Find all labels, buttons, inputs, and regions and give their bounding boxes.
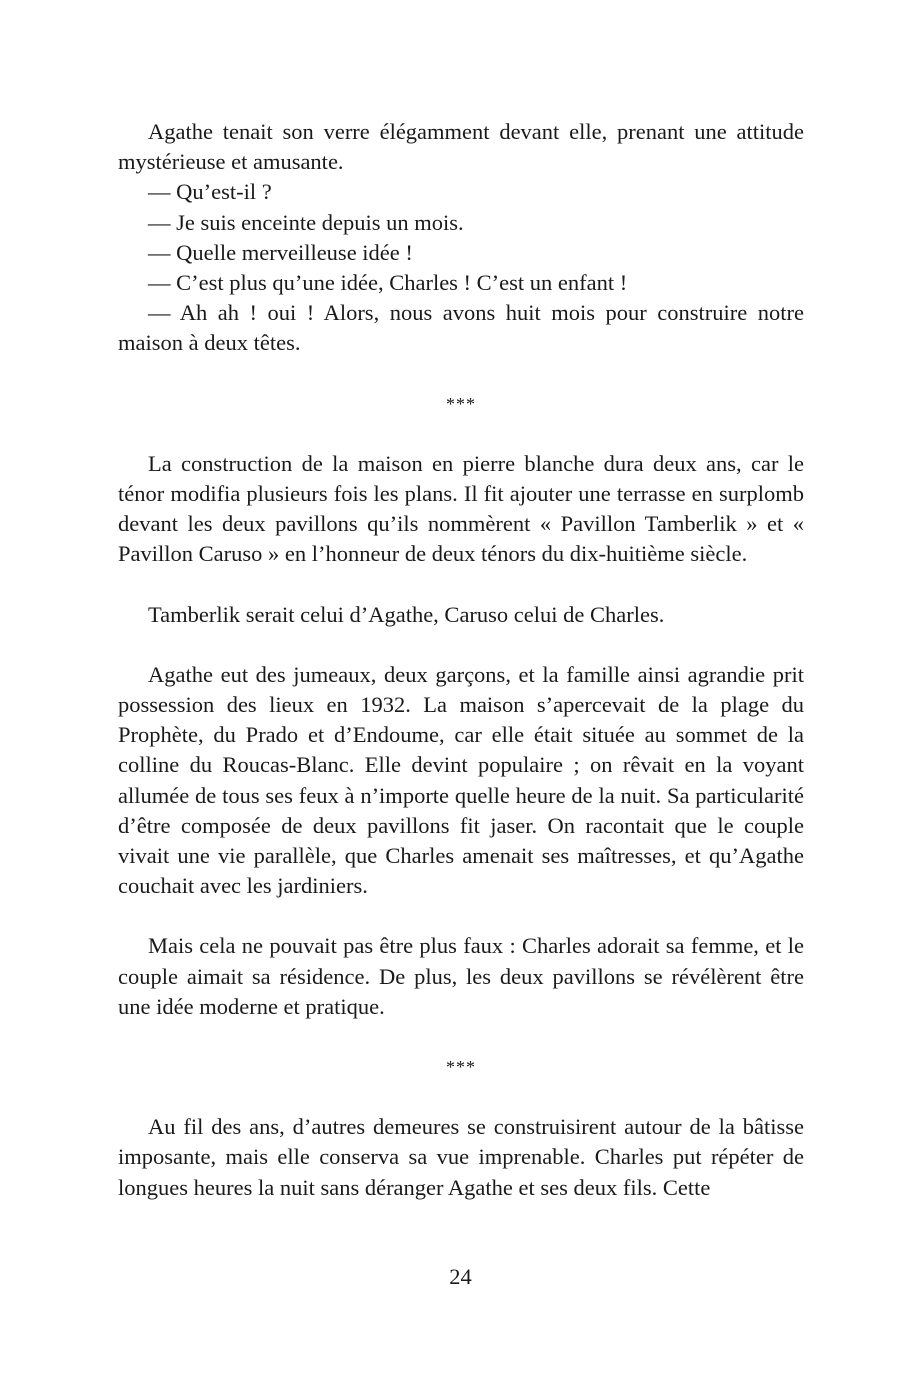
dialogue-line-1: — Qu’est-il ? — [148, 179, 272, 205]
page-body — [118, 117, 804, 1203]
section-gap — [118, 419, 804, 449]
paragraph-twins: Agathe eut des jumeaux, deux garçons, et la famille ainsi agrandie prit possession des lieux en 1932. La maison s’apercevait de la plage du Prophète, du Prado et d’Endoume, car elle était située au sommet de la colline du Roucas-Blanc. Elle devint populaire ; on rêvait en la voyant allumée de tous ses feux à n’importe quelle heure de la nuit. Sa particularité d’être composée de deux pavillons fit jaser. On racontait que le couple vivait une vie parallèle, que Charles amenait ses maîtresses, et qu’Agathe couchait avec les jardiniers. — [118, 661, 804, 899]
page-number: 24 — [449, 1264, 472, 1289]
section-separator: *** — [446, 393, 476, 414]
paragraph-false-rumors: Mais cela ne pouvait pas être plus faux : Charles adorait sa femme, et le couple aimait sa résidence. De plus, les deux pavillons se révélèrent être une idée moderne et pratique. — [118, 933, 804, 1019]
section-gap — [118, 1082, 804, 1112]
dialogue-line-4: — C’est plus qu’une idée, Charles ! C’est un enfant ! — [148, 270, 628, 296]
dialogue-line-2: — Je suis enceinte depuis un mois. — [148, 209, 464, 235]
section-gap — [118, 630, 804, 660]
section-gap — [118, 570, 804, 600]
dialogue-line-3: — Quelle merveilleuse idée ! — [148, 239, 413, 265]
paragraph-tamberlik: Tamberlik serait celui d’Agathe, Caruso celui de Charles. — [148, 601, 665, 627]
section-gap — [118, 901, 804, 931]
section-separator: *** — [446, 1057, 476, 1078]
dialogue-line-5: — Ah ah ! oui ! Alors, nous avons huit mois pour construire notre maison à deux têtes. — [118, 300, 804, 356]
section-gap — [118, 359, 804, 389]
paragraph-construction: La construction de la maison en pierre blanche dura deux ans, car le ténor modifia plusieurs fois les plans. Il fit ajouter une terrasse en surplomb devant les deux pavillons qu’ils nommèrent « Pavillon Tamberlik » et « Pavillon Caruso » en l’honneur de deux ténors du dix-huitième siècle. — [118, 450, 804, 567]
section-gap — [118, 1022, 804, 1052]
paragraph-agathe-glass: Agathe tenait son verre élégamment devant elle, prenant une attitude mystérieuse et amusante. — [118, 119, 804, 175]
paragraph-over-the-years: Au fil des ans, d’autres demeures se construisirent autour de la bâtisse imposante, mais elle conserva sa vue imprenable. Charles put répéter de longues heures la nuit sans déranger Agathe et ses deux fils. Cette — [118, 1114, 804, 1200]
